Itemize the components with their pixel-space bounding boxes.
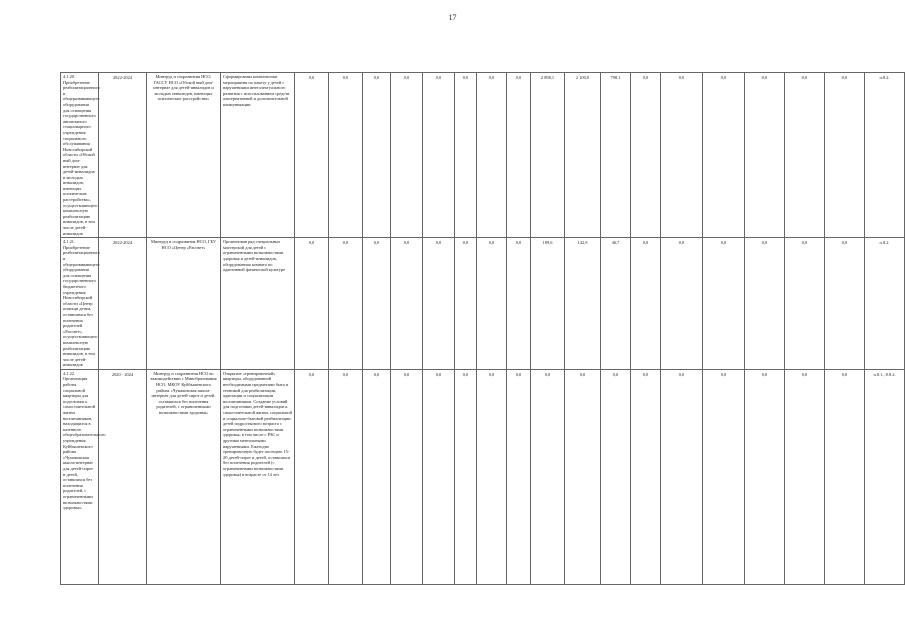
value-cell: 0,0 [477,238,507,370]
measure-reference: п.8.2. [865,73,905,238]
value-cell: 0,0 [423,73,455,238]
value-cell: 0,0 [295,238,329,370]
measure-result: Организован ряд специальных мастерской для детей с ограниченными возможностями здоровья и детей-инвалидов, оборудованная комната по адаптивной физической культуре [221,238,295,370]
value-cell: 0,0 [531,369,565,584]
value-cell: 0,0 [565,369,601,584]
measure-years: 2022-2024 [99,73,147,238]
value-cell: 0,0 [703,369,745,584]
value-cell: 0,0 [423,369,455,584]
value-cell: 0,0 [455,238,477,370]
value-cell: 0,0 [363,238,391,370]
value-cell: 0,0 [507,73,531,238]
value-cell: 0,0 [477,73,507,238]
value-cell: 0,0 [631,238,661,370]
value-cell: 0,0 [295,369,329,584]
value-cell: 0,0 [455,73,477,238]
measure-reference: п.8.1., 8.8.2. [865,369,905,584]
value-cell: 0,0 [745,73,785,238]
value-cell: 0,0 [601,369,631,584]
value-cell: 0,0 [455,369,477,584]
value-cell: 0,0 [703,73,745,238]
value-cell: 0,0 [329,238,363,370]
value-cell: 0,0 [825,238,865,370]
value-cell: 0,0 [391,238,423,370]
measure-name: 4.1.21. Приобретение реабилитационного и общеразвивающего оборудования для оснащения государственного бюджетного учреждения Новосибирской области «Центр помощи детям, оставшимся без попечения родителей «Рассвет», осуществляющего комплексную реабилитацию инвалидов, в том числе детей-инвалидов [61,238,99,370]
value-cell: 142,9 [565,238,601,370]
measure-responsible: Минтруд и соцразвития НСО, ГБУ НСО «Центр «Рассвет» [147,238,221,370]
value-cell: 0,0 [825,369,865,584]
value-cell: 2 898,1 [531,73,565,238]
value-cell: 0,0 [295,73,329,238]
value-cell: 0,0 [825,73,865,238]
measure-years: 2022-2024 [99,238,147,370]
value-cell: 0,0 [661,238,703,370]
value-cell: 0,0 [661,369,703,584]
value-cell: 0,0 [391,369,423,584]
value-cell: 0,0 [423,238,455,370]
table-row [61,369,905,584]
measure-result: Сформированы комплексные мероприятия по пакету у детей с нарушениями интеллектуального развития с использованием средств альтернативной и дополнительной коммуникации [221,73,295,238]
value-cell: 0,0 [391,73,423,238]
value-cell: 0,0 [507,238,531,370]
measure-years: 2020 - 2024 [99,369,147,584]
value-cell: 0,0 [631,73,661,238]
value-cell: 0,0 [661,73,703,238]
value-cell: 0,0 [363,369,391,584]
measure-name: 4.1.22. Организация работы социальной квартиры для подготовки к самостоятельной жизни воспитанников, находящихся в казенного общеобразовательного учреждения Куйбышевского района «Чумаковская школа-интернат для детей-сирот и детей, оставшихся без попечения родителей, с ограниченными возможностями здоровья» [61,369,99,584]
value-cell: 0,0 [507,369,531,584]
value-cell: 0,0 [785,238,825,370]
table-row [61,73,905,238]
measure-name: 4.1.20. Приобретение реабилитационного и общеразвивающего оборудования для оснащения государственного автономного стационарного учреждения социального обслуживания Новосибирской области «Обской ный дом-интернат для детей-инвалидов и молодых инвалидов, имеющих психические расстройства», осуществляющего комплексную реабилитацию инвалидов, в том числе детей-инвалидов [61,73,99,238]
value-cell: 0,0 [477,369,507,584]
measure-reference: п.8.2. [865,238,905,370]
value-cell: 798,1 [601,73,631,238]
value-cell: 189,6 [531,238,565,370]
value-cell: 0,0 [785,369,825,584]
page-number: 17 [448,13,457,22]
program-table [60,72,905,585]
table-row [61,238,905,370]
value-cell: 46,7 [601,238,631,370]
value-cell: 0,0 [703,238,745,370]
value-cell: 2 100,0 [565,73,601,238]
value-cell: 0,0 [745,238,785,370]
value-cell: 0,0 [745,369,785,584]
value-cell: 0,0 [631,369,661,584]
value-cell: 0,0 [329,73,363,238]
measure-result: Открытие «тренировочной» квартиры, оборудованной необходимыми предметами быта и техникой для реабилитации, адаптации и социализации воспитанников. Создание условий для подготовки детей-инвалидов к самостоятельной жизни, социальной и социально-бытовой реабилитации детей подросткового возраста с ограниченными возможностями здоровья, в том числе с РАС и другими ментальными нарушениями. Ежегодно тренировочную будет посещать 15-20 детей-сирот и детей, оставшихся без попечения родителей (с ограниченными возможностями здоровья) в возрасте от 14 лет [221,369,295,584]
value-cell: 0,0 [785,73,825,238]
measure-responsible: Минтруд и соцразвития НСО, ГАССУ НСО «Обской ный дом-интернат для детей-инвалидов и молодых инвалидов, имеющих психические расстройства» [147,73,221,238]
value-cell: 0,0 [329,369,363,584]
value-cell: 0,0 [363,73,391,238]
measure-responsible: Минтруд и соцразвития НСО во взаимодействии с Минобразования НСО, МКОУ Куйбышевского района «Чумаковская школа-интернат для детей-сирот и детей, оставшихся без попечения родителей, с ограниченными возможностями здоровья» [147,369,221,584]
